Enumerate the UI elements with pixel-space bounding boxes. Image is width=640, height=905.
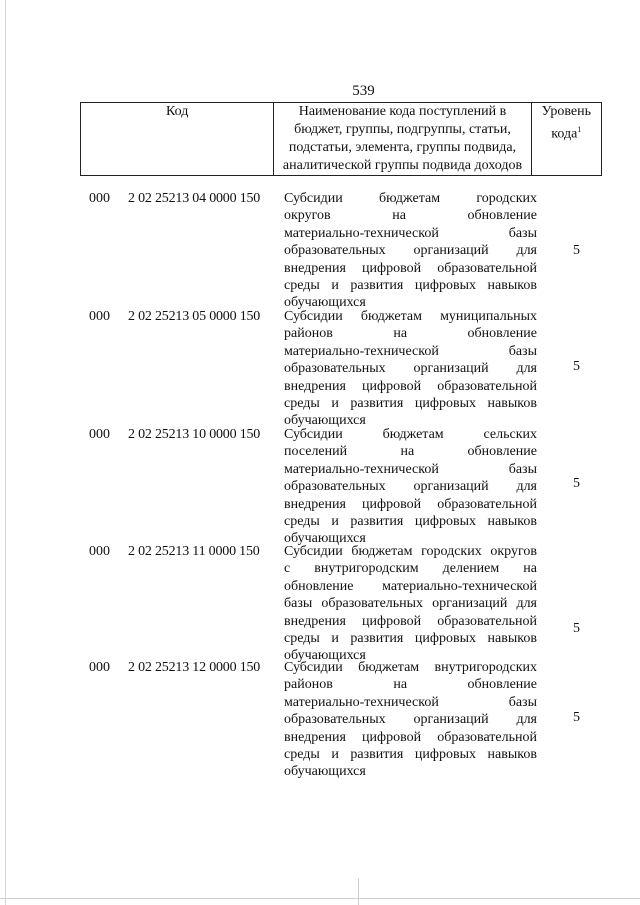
description-line: материально-технической базы (284, 461, 537, 477)
revenue-description (284, 659, 537, 781)
description-line: образовательных организаций для (284, 712, 537, 728)
admin-code: 000 (89, 191, 110, 206)
description-line: Субсидии бюджетам сельских (284, 427, 537, 442)
revenue-description (284, 543, 537, 665)
description-line: образовательных организаций для (284, 479, 537, 495)
description-line: обучающихся (284, 648, 366, 664)
page-number: 539 (352, 83, 375, 99)
description-line: среды и развития цифровых навыков (284, 278, 537, 294)
header-level-label: Уровень кода (541, 104, 591, 142)
admin-code: 000 (89, 309, 110, 324)
revenue-code: 2 02 25213 12 0000 150 (128, 660, 261, 675)
header-name: Наименование кода поступлений в бюджет, группы, подгруппы, статьи, подстатьи, элемента, группы подвида, аналитической группы подвида доходов (274, 103, 531, 176)
description-line: Субсидии бюджетам городских (284, 191, 537, 206)
description-line: Субсидии бюджетам внутригородских (284, 660, 537, 675)
admin-code: 000 (89, 427, 110, 442)
scan-edge-fold (358, 878, 359, 905)
description-line: районов на обновление (284, 677, 537, 693)
header-level (531, 103, 601, 176)
description-line: среды и развития цифровых навыков (284, 747, 537, 763)
description-line: внедрения цифровой образовательной (284, 613, 537, 629)
description-line: округов на обновление (284, 208, 537, 224)
description-line: Субсидии бюджетам городских округов (284, 544, 537, 559)
scan-edge-left (5, 0, 6, 905)
description-line: обучающихся (284, 295, 366, 311)
revenue-description (284, 190, 537, 312)
revenue-code: 2 02 25213 04 0000 150 (128, 191, 261, 206)
level-value: 5 (573, 243, 580, 258)
header-code: Код (81, 103, 274, 176)
header-level-footnote: 1 (577, 125, 582, 134)
description-line: Субсидии бюджетам муниципальных (284, 309, 537, 324)
description-line: обучающихся (284, 413, 366, 429)
level-value: 5 (573, 476, 580, 491)
revenue-code: 2 02 25213 11 0000 150 (128, 544, 260, 559)
revenue-code: 2 02 25213 10 0000 150 (128, 427, 261, 442)
description-line: образовательных организаций для (284, 361, 537, 377)
scan-edge-bottom (0, 898, 640, 899)
description-line: внедрения цифровой образовательной (284, 260, 537, 276)
description-line: обучающихся (284, 531, 366, 547)
description-line: материально-технической базы (284, 225, 537, 241)
revenue-description (284, 308, 537, 430)
description-line: материально-технической базы (284, 343, 537, 359)
description-line: среды и развития цифровых навыков (284, 631, 537, 647)
level-value: 5 (573, 621, 580, 636)
table-header (80, 102, 602, 176)
level-value: 5 (573, 710, 580, 725)
description-line: базы образовательных организаций для (284, 596, 537, 612)
description-line: внедрения цифровой образовательной (284, 378, 537, 394)
admin-code: 000 (89, 544, 110, 559)
level-value: 5 (573, 359, 580, 374)
revenue-description (284, 426, 537, 548)
description-line: материально-технической базы (284, 694, 537, 710)
description-line: обновление материально-технической (284, 578, 537, 594)
description-line: обучающихся (284, 764, 366, 780)
description-line: образовательных организаций для (284, 243, 537, 259)
description-line: среды и развития цифровых навыков (284, 396, 537, 412)
admin-code: 000 (89, 660, 110, 675)
description-line: поселений на обновление (284, 444, 537, 460)
description-line: внедрения цифровой образовательной (284, 496, 537, 512)
description-line: с внутригородским делением на (284, 561, 537, 577)
revenue-code: 2 02 25213 05 0000 150 (128, 309, 261, 324)
description-line: среды и развития цифровых навыков (284, 514, 537, 530)
description-line: внедрения цифровой образовательной (284, 729, 537, 745)
description-line: районов на обновление (284, 326, 537, 342)
